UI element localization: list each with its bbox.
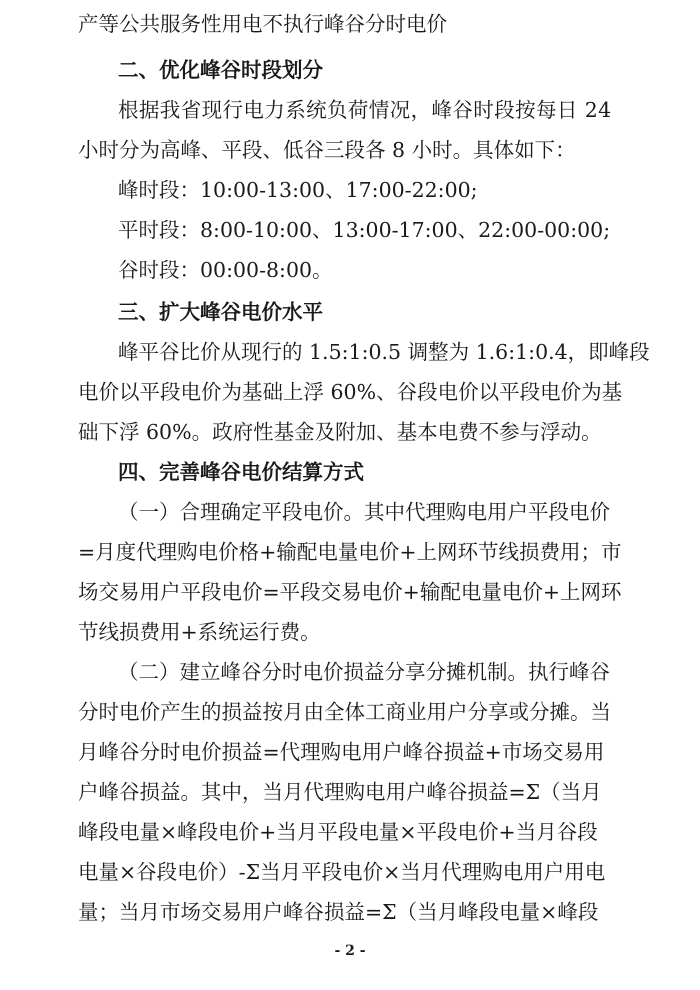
body-text-line: 电量×谷段电价）-Σ当月平段电价×当月代理购电用户用电 bbox=[78, 860, 606, 884]
body-text-line: 平时段：8:00-10:00、13:00-17:00、22:00-00:00; bbox=[118, 218, 611, 242]
body-text-line: 小时分为高峰、平段、低谷三段各 8 小时。具体如下： bbox=[78, 138, 576, 162]
body-text-line: 峰时段：10:00-13:00、17:00-22:00; bbox=[118, 178, 478, 202]
section-heading-2: 二、优化峰谷时段划分 bbox=[118, 58, 323, 82]
body-text-line: 础下浮 60%。政府性基金及附加、基本电费不参与浮动。 bbox=[78, 420, 602, 444]
page-number: - 2 - bbox=[334, 943, 366, 959]
body-text-line: （一）合理确定平段电价。其中代理购电用户平段电价 bbox=[118, 500, 610, 524]
section-heading-3: 三、扩大峰谷电价水平 bbox=[118, 300, 323, 324]
section-heading-4: 四、完善峰谷电价结算方式 bbox=[118, 460, 364, 484]
body-text-line: 谷时段：00:00-8:00。 bbox=[118, 258, 333, 282]
body-text-line: 峰平谷比价从现行的 1.5:1:0.5 调整为 1.6:1:0.4，即峰段 bbox=[118, 340, 650, 364]
body-text-line: 根据我省现行电力系统负荷情况，峰谷时段按每日 24 bbox=[118, 98, 612, 122]
body-text-line: 电价以平段电价为基础上浮 60%、谷段电价以平段电价为基 bbox=[78, 380, 623, 404]
body-text-line: 量；当月市场交易用户峰谷损益=Σ（当月峰段电量×峰段 bbox=[78, 900, 599, 924]
body-text-line: 分时电价产生的损益按月由全体工商业用户分享或分摊。当 bbox=[78, 700, 611, 724]
body-text-line: 场交易用户平段电价=平段交易电价+输配电量电价+上网环 bbox=[78, 580, 622, 604]
body-text-line: （二）建立峰谷分时电价损益分享分摊机制。执行峰谷 bbox=[118, 660, 610, 684]
body-text-line: 户峰谷损益。其中，当月代理购电用户峰谷损益=Σ（当月 bbox=[78, 780, 602, 804]
body-text-line: 节线损费用+系统运行费。 bbox=[78, 620, 321, 644]
body-text-line: 峰段电量×峰段电价+当月平段电量×平段电价+当月谷段 bbox=[78, 820, 598, 844]
body-text-line: 产等公共服务性用电不执行峰谷分时电价 bbox=[78, 12, 447, 36]
body-text-line: =月度代理购电价格+输配电量电价+上网环节线损费用；市 bbox=[78, 540, 622, 564]
body-text-line: 月峰谷分时电价损益=代理购电用户峰谷损益+市场交易用 bbox=[78, 740, 605, 764]
